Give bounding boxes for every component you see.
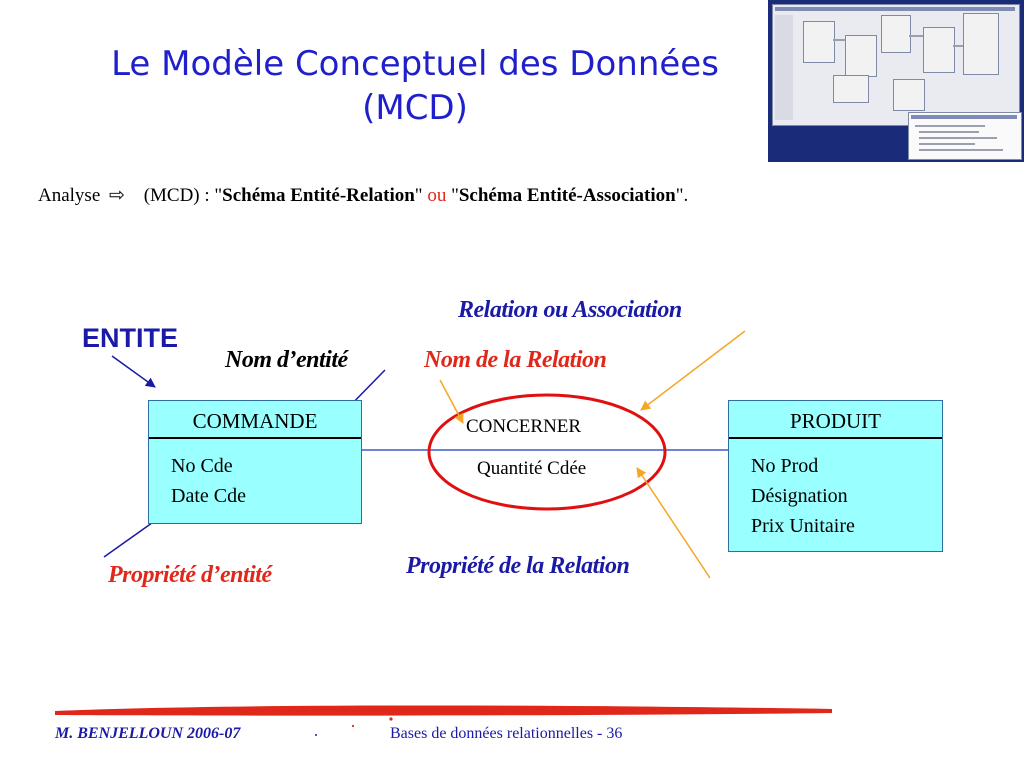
arrow-nom-relation xyxy=(440,380,463,423)
entity-commande-divider xyxy=(149,437,361,439)
analyse-prefix: Analyse xyxy=(38,185,101,206)
entity-produit-divider xyxy=(729,437,942,439)
label-propriete-relation: Propriété de la Relation xyxy=(406,553,630,579)
quote-2: " xyxy=(446,185,459,206)
entity-produit-name: PRODUIT xyxy=(789,409,881,433)
entity-commande-name: COMMANDE xyxy=(192,409,318,433)
schema-entite-relation: Schéma Entité-Relation xyxy=(222,185,415,206)
arrow-propriete-relation xyxy=(637,468,710,578)
footer-author: M. BENJELLOUN 2006-07 xyxy=(55,725,241,742)
right-arrow-icon: ⇨ xyxy=(109,185,125,206)
title-line-1: Le Modèle Conceptuel des Données xyxy=(111,44,719,84)
footer-dot xyxy=(389,717,392,720)
footer-dot xyxy=(315,734,317,736)
prop-date-cde: Date Cde xyxy=(171,485,246,507)
schema-entite-association: Schéma Entité-Association xyxy=(458,185,676,206)
relation-property: Quantité Cdée xyxy=(477,458,587,479)
title-line-2: (MCD) xyxy=(362,88,468,128)
arrow-relation-association xyxy=(641,331,745,410)
entity-produit-props xyxy=(751,451,855,541)
label-relation-association: Relation ou Association xyxy=(458,297,682,323)
prop-prix-unitaire: Prix Unitaire xyxy=(751,515,855,537)
prop-no-cde: No Cde xyxy=(171,455,233,477)
prop-no-prod: No Prod xyxy=(751,455,819,477)
label-nom-relation: Nom de la Relation xyxy=(424,347,607,373)
entity-commande xyxy=(148,400,362,524)
label-nom-entite: Nom d’entité xyxy=(225,347,348,373)
footer-course: Bases de données relationnelles - 36 xyxy=(390,725,623,742)
ou-word: ou xyxy=(427,185,447,206)
entity-produit xyxy=(728,400,943,552)
footer-dot xyxy=(352,725,354,727)
label-entite: ENTITE xyxy=(82,323,179,353)
arrow-entite xyxy=(112,356,155,387)
prop-designation: Désignation xyxy=(751,485,848,507)
relation-name: CONCERNER xyxy=(466,416,582,437)
entity-commande-props xyxy=(171,451,246,511)
analyse-end: ". xyxy=(675,185,689,206)
analyse-mcd: (MCD) : " xyxy=(143,185,223,206)
quote-1: " xyxy=(414,185,428,206)
label-propriete-entite: Propriété d’entité xyxy=(108,562,272,588)
relation-ellipse xyxy=(429,395,665,509)
footer-rule xyxy=(55,706,832,716)
